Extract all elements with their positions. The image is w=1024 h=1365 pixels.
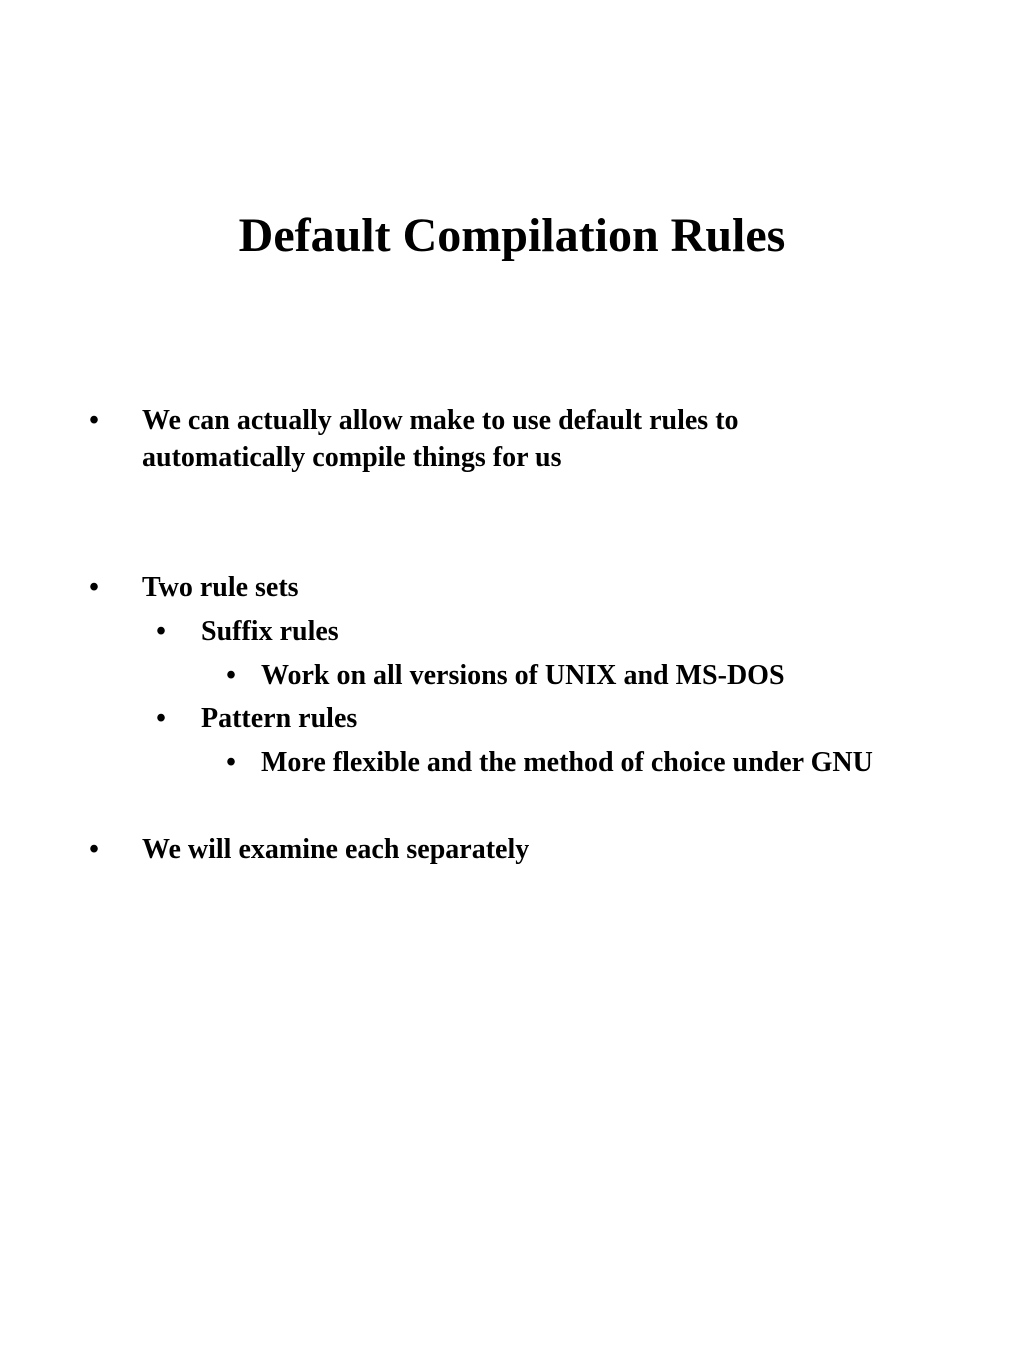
- bullet-text-line: Pattern rules: [201, 703, 358, 734]
- bullet-text-line: We will examine each separately: [142, 834, 530, 865]
- bullet-text-line: Two rule sets: [142, 572, 299, 603]
- bullet-text-line: We can actually allow make to use default rules to: [142, 405, 739, 436]
- bullet-text-line: Suffix rules: [201, 616, 339, 647]
- slide-title: Default Compilation Rules: [238, 209, 786, 262]
- bullet-marker: •: [226, 747, 236, 778]
- bullet-marker: •: [89, 834, 99, 865]
- bullet-marker: •: [156, 703, 166, 734]
- bullet-marker: •: [226, 660, 236, 691]
- bullet-text-line: Work on all versions of UNIX and MS-DOS: [261, 660, 785, 691]
- bullet-marker: •: [89, 572, 99, 603]
- bullet-text-line: automatically compile things for us: [142, 442, 562, 473]
- bullet-marker: •: [89, 405, 99, 436]
- bullet-marker: •: [156, 616, 166, 647]
- bullet-text-line: More flexible and the method of choice under GNU: [261, 747, 873, 778]
